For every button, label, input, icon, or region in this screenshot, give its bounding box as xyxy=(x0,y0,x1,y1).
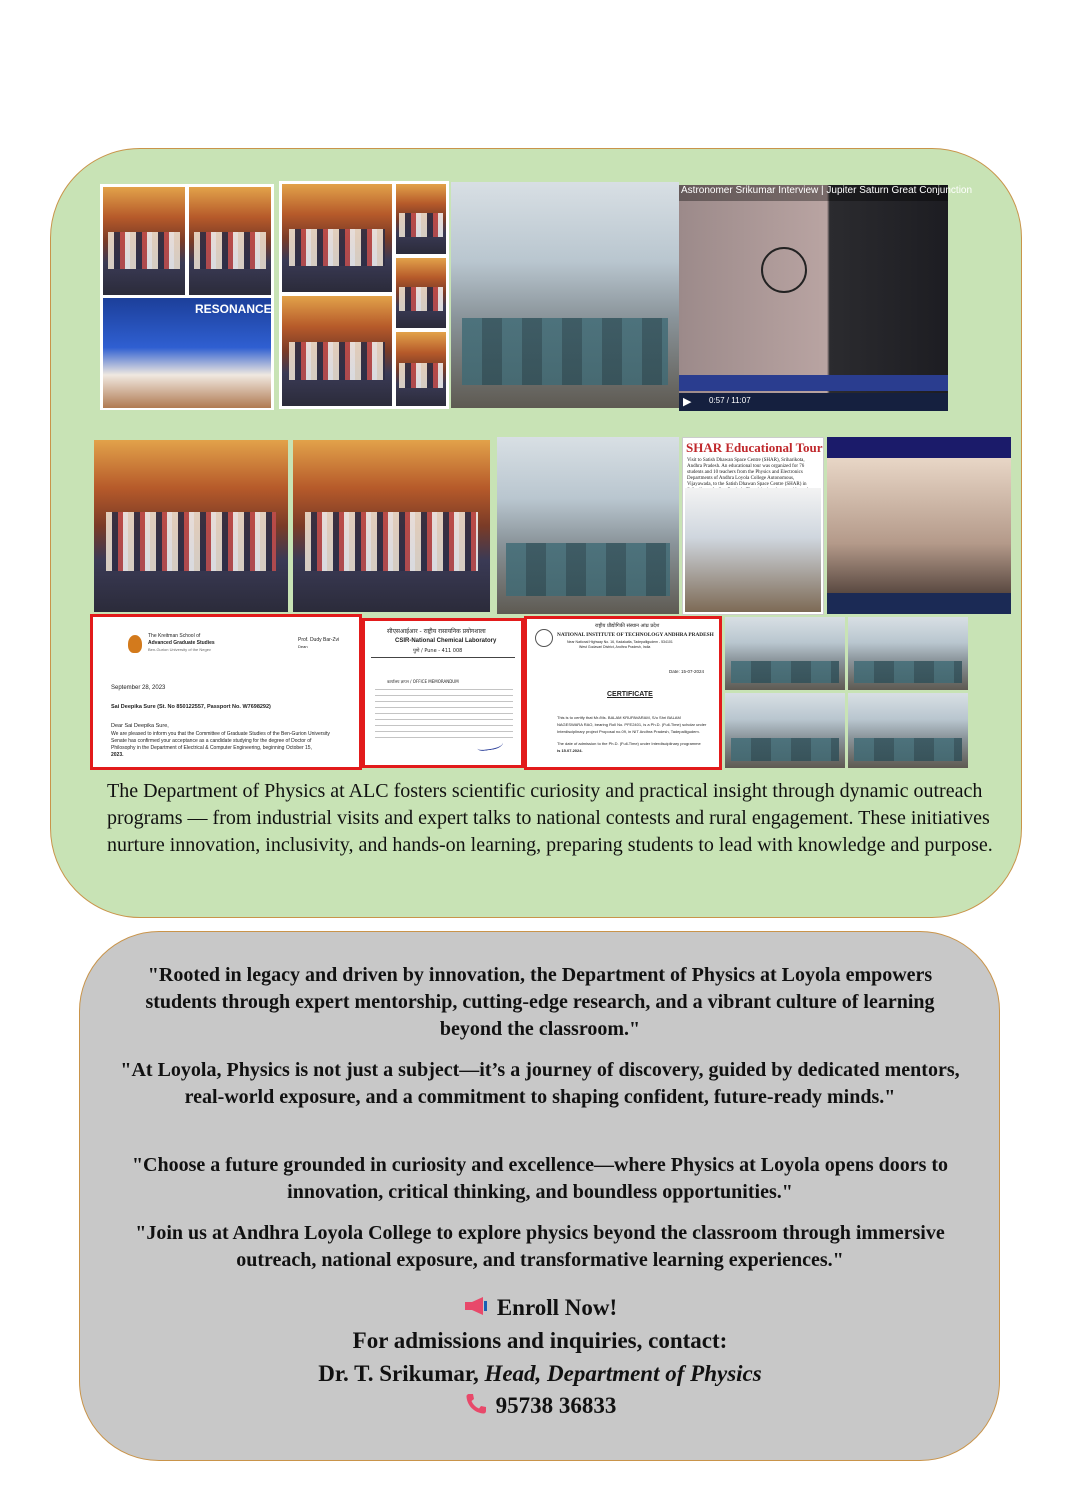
ncl-header-english: CSIR-National Chemical Laboratory xyxy=(395,638,497,644)
photo-group-award-students xyxy=(94,440,288,612)
certificate-body-2: NAGESWARA RAO, bearing Roll No. PFE2401, is a Ph.D. (Full-Time) scholar under xyxy=(557,722,707,727)
signer-name: Prof. Dudy Bar-Zvi xyxy=(298,637,340,643)
photo-lab-hall-2 xyxy=(848,617,968,690)
photo-lab-hall-4 xyxy=(848,693,968,768)
photo-stage-event xyxy=(282,184,392,292)
video-astronomer-interview[interactable] xyxy=(679,185,973,411)
signer-title: Dean xyxy=(298,644,308,649)
signature-icon xyxy=(476,737,503,752)
office-memorandum-ncl xyxy=(362,618,524,768)
org-line-1: The Kreitman School of xyxy=(148,633,201,639)
video-title: Astronomer Srikumar Interview | Jupiter Saturn Great Conjunction xyxy=(679,185,948,201)
photo-lab-hall-3 xyxy=(725,693,845,768)
collage-group-1 xyxy=(100,184,274,410)
certificate-body-4: The date of admission to the Ph.D. (Full-Time) under Interdisciplinary programme xyxy=(557,741,701,746)
quote-2: "At Loyola, Physics is not just a subject—it’s a journey of discovery, guided by dedicated mentors, real-world exposure, and a commitment to shaping confident, future-ready minds." xyxy=(120,1059,960,1108)
letter-body-2: Senate has confirmed your acceptance as a candidate studying for the degree of Doctor of xyxy=(111,738,312,744)
quote-1: "Rooted in legacy and driven by innovation, the Department of Physics at Loyola empowers students through expert mentorship, cutting-edge research, and a vibrant culture of learning beyond the classroom." xyxy=(145,964,935,1040)
letter-body-4: 2023. xyxy=(111,752,124,758)
certificate-body-5: is 15.07.2024. xyxy=(557,748,583,753)
certificate-nit-ap xyxy=(524,616,722,770)
photo-award-ceremony xyxy=(103,187,185,295)
photo-lab-session xyxy=(497,437,679,614)
letter-date: September 28, 2023 xyxy=(111,685,166,691)
nit-date: Date: 15-07-2024 xyxy=(669,669,705,674)
photo-student-group xyxy=(189,187,271,295)
quote-4: "Join us at Andhra Loyola College to explore physics beyond the classroom through immersive outreach, national exposure, and transformative learning experiences." xyxy=(135,1222,945,1271)
shar-educational-tour-card xyxy=(682,437,824,615)
shar-title: SHAR Educational Tour xyxy=(686,440,823,455)
letter-body-1: We are pleased to inform you that the Committee of Graduate Studies of the Ben-Gurion University xyxy=(111,731,330,737)
photo-group-formal-students xyxy=(293,440,490,612)
certificate-title: CERTIFICATE xyxy=(607,691,653,698)
nit-address-1: Near National Highway No. 16, Kadakatla, Tadepalligudem - 534101 xyxy=(567,640,673,644)
conjunction-circle xyxy=(761,247,807,293)
resonance-banner-text: RESONANCE xyxy=(195,302,272,316)
ncl-text-lines xyxy=(375,689,513,739)
phone-line xyxy=(80,1391,1000,1424)
nit-address-2: West Godavari District, Andhra Pradesh, India xyxy=(579,645,651,649)
contact-role: Head, Department of Physics xyxy=(484,1361,762,1386)
nit-header-hindi: राष्ट्रीय प्रौद्योगिकी संस्थान आंध्र प्रदेश xyxy=(595,623,660,629)
photo-resonance-event xyxy=(103,298,271,408)
video-control-bar xyxy=(679,393,948,411)
quote-3: "Choose a future grounded in curiosity and excellence—where Physics at Loyola opens doors to innovation, critical thinking, and boundless opportunities." xyxy=(131,1154,949,1203)
enroll-line xyxy=(80,1293,1000,1325)
contact-person xyxy=(80,1359,1000,1389)
ncl-header-hindi: सीएसआईआर - राष्ट्रीय रासायनिक प्रयोगशाला xyxy=(387,628,486,635)
photo-stage-small-3 xyxy=(396,332,446,406)
video-time: 0:57 / 11:07 xyxy=(709,396,751,405)
org-line-3: Ben-Gurion University of the Negev xyxy=(148,647,211,652)
certificate-body-3: Interdisciplinary project Proposal no.09, in NIT Andhra Pradesh, Tadepalligudem. xyxy=(557,729,700,734)
letter-body-3: Philosophy in the Department of Electrical & Computer Engineering, beginning October 15, xyxy=(111,745,312,751)
nit-header-english: NATIONAL INSTITUTE OF TECHNOLOGY ANDHRA PRADESH xyxy=(557,632,714,638)
department-description: The Department of Physics at ALC fosters scientific curiosity and practical insight through dynamic outreach programs — from industrial visits and expert talks to national contests and rural engagement. These initiatives nurture innovation, inclusivity, and hands-on learning, preparing students to lead with knowledge and purpose. xyxy=(107,780,993,856)
photo-shar-visit xyxy=(685,488,821,612)
certificate-body-1: This is to certify that Mr./Ms. BALAM KRUPAVARAM, S/o Shri BALAM xyxy=(557,715,681,720)
enroll-text: Enroll Now! xyxy=(496,1295,618,1320)
ncl-city: पुणे / Pune - 411 008 xyxy=(413,648,463,654)
letter-greeting: Dear Sai Deepika Sure, xyxy=(111,723,169,729)
video-channel-strip xyxy=(679,375,948,391)
university-logo-icon xyxy=(128,635,142,653)
nit-logo-icon xyxy=(535,629,553,647)
contact-line: For admissions and inquiries, contact: xyxy=(352,1328,728,1353)
phone-number[interactable]: 95738 36833 xyxy=(495,1393,617,1418)
collage-group-2 xyxy=(279,181,449,409)
photo-news-clip-lab xyxy=(827,437,1011,614)
play-icon[interactable]: ▶ xyxy=(683,396,692,408)
photo-felicitation xyxy=(282,296,392,406)
org-line-2: Advanced Graduate Studies xyxy=(148,640,215,646)
photo-stage-small-2 xyxy=(396,258,446,328)
contact-name: Dr. T. Srikumar, xyxy=(318,1361,479,1386)
ncl-divider xyxy=(371,657,515,658)
shar-description: Visit to Satish Dhawan Space Centre (SHAR), Sriharikota, Andhra Pradesh. An educational tour was organized for 76 students and 10 teachers from the Physics and Electronics Departments of Andhra Loyola College Autonomous, Vijayawada, to the Satish Dhawan Space Centre (SHAR) in xyxy=(687,458,807,487)
photo-stage-small-1 xyxy=(396,184,446,254)
letter-recipient: Sai Deepika Sure (St. No 850122557, Passport No. W7698292) xyxy=(111,704,271,710)
megaphone-icon xyxy=(463,1295,489,1325)
phone-icon xyxy=(464,1392,488,1424)
acceptance-letter-bgu xyxy=(90,614,362,770)
photo-lab-hall-1 xyxy=(725,617,845,690)
photo-lab-demonstration xyxy=(451,182,679,408)
ncl-memo-title: कार्यालय ज्ञापन / OFFICE MEMORANDUM xyxy=(387,679,459,684)
